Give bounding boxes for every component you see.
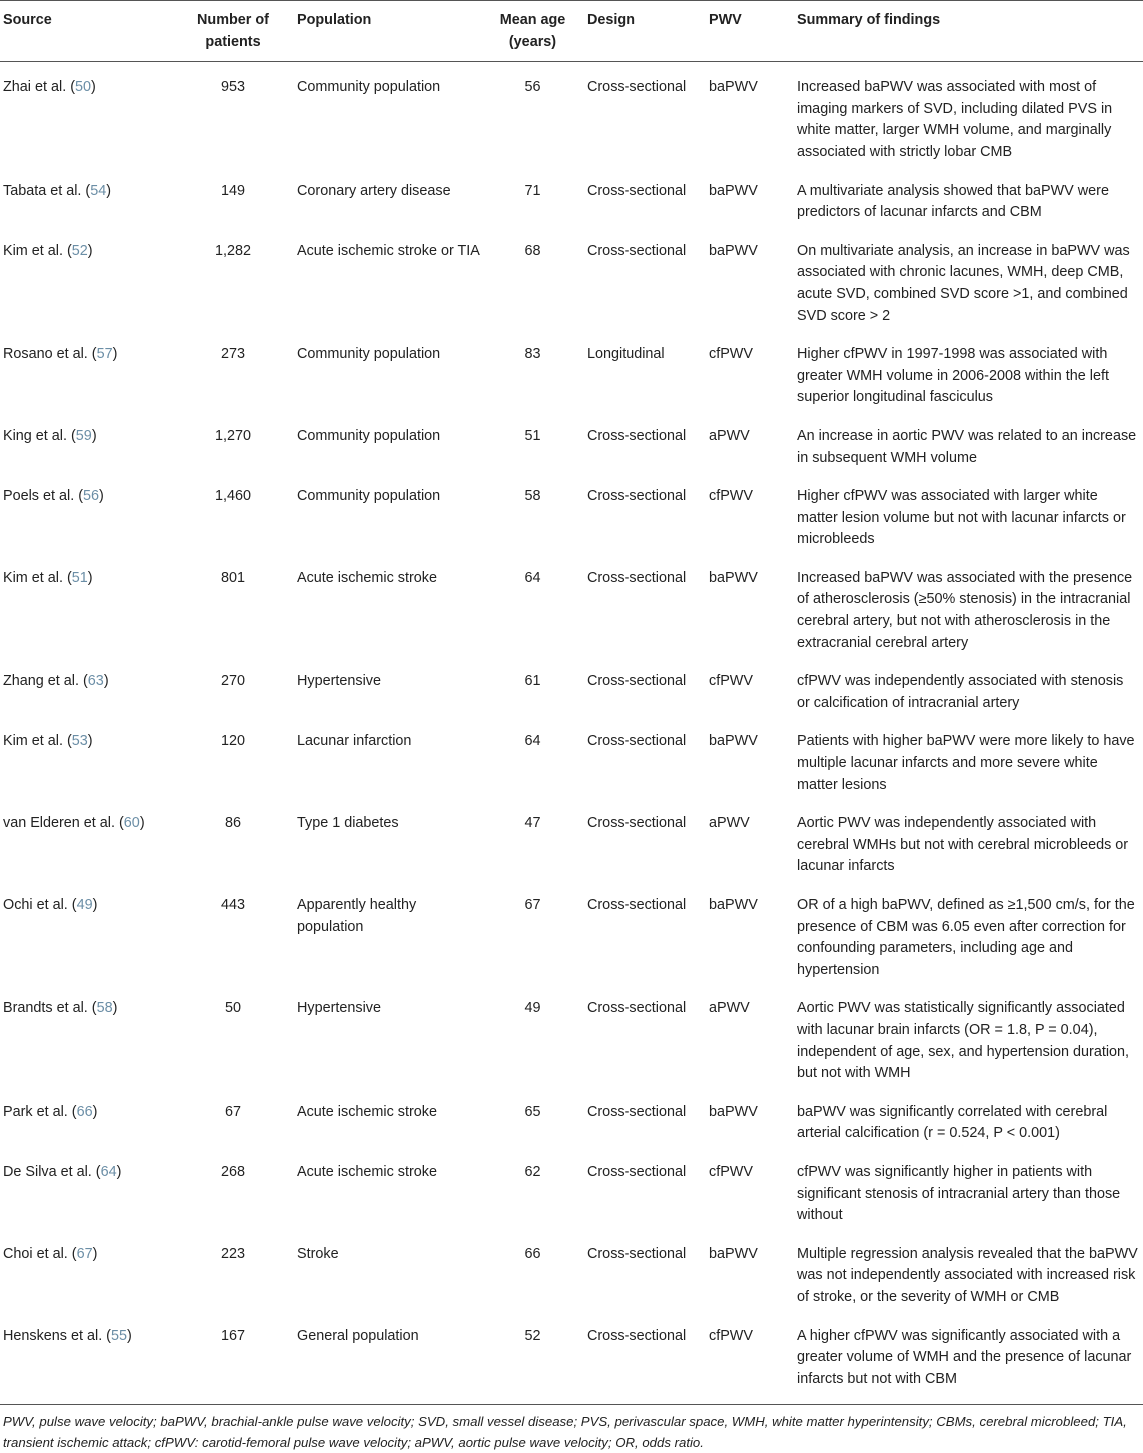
cell-source xyxy=(0,882,183,985)
cell-population: Type 1 diabetes xyxy=(297,815,399,832)
source-close-paren: ) xyxy=(92,1103,98,1120)
reference-link[interactable]: 50 xyxy=(74,79,91,96)
source-close-paren: ) xyxy=(116,1163,122,1180)
cell-design: Cross-sectional xyxy=(587,1000,687,1017)
cell-summary: cfPWV was independently associated with stenosis or calcification of intracranial artery xyxy=(797,673,1124,711)
source-close-paren: ) xyxy=(106,182,112,199)
cell-summary: On multivariate analysis, an increase in baPWV was associated with chronic lacunes, WMH, deep CMB, acute SVD, combined SVD score >1, and combined SVD score > 2 xyxy=(797,242,1130,324)
cell-age: 64 xyxy=(524,733,541,750)
source-author: Choi et al. ( xyxy=(3,1245,77,1262)
cell-summary: Patients with higher baPWV were more likely to have multiple lacunar infarcts and more severe white matter lesions xyxy=(797,733,1135,793)
cell-pwv: baPWV xyxy=(709,1103,758,1120)
cell-source xyxy=(0,413,183,473)
cell-patients: 120 xyxy=(220,733,245,750)
table-row xyxy=(0,1313,1143,1405)
cell-patients: 67 xyxy=(224,1103,241,1120)
cell-summary: Aortic PWV was independently associated with cerebral WMHs but not with cerebral microbleeds or lacunar infarcts xyxy=(797,815,1129,875)
table-body xyxy=(0,62,1143,1405)
cell-source xyxy=(0,658,183,718)
cell-age: 58 xyxy=(524,488,541,505)
source-author: Tabata et al. ( xyxy=(3,182,91,199)
cell-patients: 167 xyxy=(220,1327,245,1344)
cell-pwv: cfPWV xyxy=(709,488,753,505)
table-row xyxy=(0,331,1143,413)
cell-population: Stroke xyxy=(297,1245,339,1262)
cell-summary: Higher cfPWV was associated with larger white matter lesion volume but not with lacunar infarcts or microbleeds xyxy=(797,488,1126,548)
cell-design: Cross-sectional xyxy=(587,1103,687,1120)
cell-population: Community population xyxy=(297,488,441,505)
table-row xyxy=(0,800,1143,882)
cell-summary: Multiple regression analysis revealed that the baPWV was not independently associated with increased risk of stroke, or the severity of WMH or CMB xyxy=(797,1245,1138,1305)
cell-population: General population xyxy=(297,1327,419,1344)
cell-source xyxy=(0,555,183,658)
cell-age: 62 xyxy=(524,1163,541,1180)
cell-patients: 953 xyxy=(220,79,245,96)
cell-patients: 86 xyxy=(224,815,241,832)
source-close-paren: ) xyxy=(112,1000,118,1017)
header-summary: Summary of findings xyxy=(797,12,941,28)
header-population: Population xyxy=(297,12,372,28)
cell-design: Longitudinal xyxy=(587,346,665,363)
cell-pwv: baPWV xyxy=(709,182,758,199)
table-row xyxy=(0,555,1143,658)
header-pwv: PWV xyxy=(709,12,742,28)
table-row xyxy=(0,473,1143,555)
source-close-paren: ) xyxy=(91,79,96,96)
cell-age: 83 xyxy=(524,346,541,363)
cell-design: Cross-sectional xyxy=(587,242,687,259)
cell-patients: 270 xyxy=(220,673,245,690)
cell-design: Cross-sectional xyxy=(587,427,687,444)
table-row xyxy=(0,985,1143,1088)
cell-pwv: cfPWV xyxy=(709,673,753,690)
cell-source xyxy=(0,62,183,168)
cell-pwv: baPWV xyxy=(709,242,758,259)
source-author: Park et al. ( xyxy=(3,1103,77,1120)
cell-source xyxy=(0,718,183,800)
cell-patients: 1,460 xyxy=(214,488,251,505)
source-author: De Silva et al. ( xyxy=(3,1163,101,1180)
reference-link[interactable]: 57 xyxy=(96,346,113,363)
cell-summary: Increased baPWV was associated with the presence of atherosclerosis (≥50% stenosis) in the intracranial cerebral artery, but not with atherosclerosis in the extracranial cerebral artery xyxy=(797,569,1133,651)
cell-source xyxy=(0,1149,183,1231)
reference-link[interactable]: 53 xyxy=(71,733,88,750)
cell-population: Community population xyxy=(297,346,441,363)
table-header xyxy=(0,1,1143,62)
cell-patients: 273 xyxy=(220,346,245,363)
cell-pwv: baPWV xyxy=(709,79,758,96)
reference-link[interactable]: 59 xyxy=(75,427,92,444)
cell-age: 52 xyxy=(524,1327,541,1344)
cell-patients: 223 xyxy=(220,1245,245,1262)
reference-link[interactable]: 51 xyxy=(71,569,88,586)
cell-age: 51 xyxy=(524,427,541,444)
reference-link[interactable]: 66 xyxy=(76,1103,93,1120)
source-author: Rosano et al. ( xyxy=(3,346,97,363)
cell-population: Community population xyxy=(297,79,441,96)
source-close-paren: ) xyxy=(139,815,145,832)
cell-design: Cross-sectional xyxy=(587,79,687,96)
header-patients: Number of patients xyxy=(197,12,269,50)
table-row xyxy=(0,882,1143,985)
cell-design: Cross-sectional xyxy=(587,1327,687,1344)
reference-link[interactable]: 64 xyxy=(100,1163,117,1180)
source-author: Zhang et al. ( xyxy=(3,673,88,690)
cell-source xyxy=(0,985,183,1088)
cell-patients: 801 xyxy=(220,569,245,586)
cell-age: 61 xyxy=(524,673,541,690)
table-row xyxy=(0,718,1143,800)
table-row xyxy=(0,1231,1143,1313)
cell-summary: An increase in aortic PWV was related to an increase in subsequent WMH volume xyxy=(797,427,1137,466)
cell-age: 64 xyxy=(524,569,541,586)
cell-age: 68 xyxy=(524,242,541,259)
cell-population: Acute ischemic stroke xyxy=(297,569,437,586)
header-age: Mean age (years) xyxy=(499,12,566,50)
reference-link[interactable]: 56 xyxy=(83,488,100,505)
cell-patients: 1,270 xyxy=(214,427,251,444)
cell-pwv: aPWV xyxy=(709,1000,750,1017)
cell-population: Hypertensive xyxy=(297,1000,381,1017)
cell-design: Cross-sectional xyxy=(587,1163,687,1180)
source-author: van Elderen et al. ( xyxy=(3,815,124,832)
cell-age: 49 xyxy=(524,1000,541,1017)
cell-source xyxy=(0,331,183,413)
table-row xyxy=(0,1149,1143,1231)
cell-pwv: baPWV xyxy=(709,733,758,750)
source-author: Kim et al. ( xyxy=(3,242,72,259)
cell-design: Cross-sectional xyxy=(587,182,687,199)
source-close-paren: ) xyxy=(103,673,109,690)
table-row xyxy=(0,228,1143,331)
table-row xyxy=(0,413,1143,473)
reference-link[interactable]: 55 xyxy=(110,1327,127,1344)
table-row xyxy=(0,168,1143,228)
reference-link[interactable]: 58 xyxy=(96,1000,113,1017)
cell-population: Lacunar infarction xyxy=(297,733,412,750)
reference-link[interactable]: 54 xyxy=(90,182,107,199)
cell-pwv: baPWV xyxy=(709,1245,758,1262)
cell-population: Coronary artery disease xyxy=(297,182,451,199)
reference-link[interactable]: 49 xyxy=(76,897,93,913)
cell-source xyxy=(0,1231,183,1313)
cell-age: 67 xyxy=(524,897,541,913)
reference-link[interactable]: 67 xyxy=(76,1245,93,1262)
source-close-paren: ) xyxy=(92,897,98,913)
cell-design: Cross-sectional xyxy=(587,488,687,505)
source-close-paren: ) xyxy=(91,427,97,444)
cell-pwv: cfPWV xyxy=(709,346,753,363)
cell-summary: Aortic PWV was statistically significantly associated with lacunar brain infarcts (OR = 1.8, P = 0.04), independent of age, sex, and hypertension duration, but not with WMH xyxy=(797,1000,1130,1082)
cell-design: Cross-sectional xyxy=(587,1245,687,1262)
cell-patients: 443 xyxy=(220,897,245,913)
cell-population: Acute ischemic stroke xyxy=(297,1163,437,1180)
cell-age: 47 xyxy=(524,815,541,832)
cell-age: 56 xyxy=(524,79,541,96)
source-author: Zhai et al. ( xyxy=(3,79,75,96)
source-close-paren: ) xyxy=(112,346,118,363)
cell-design: Cross-sectional xyxy=(587,897,687,913)
cell-pwv: aPWV xyxy=(709,427,750,444)
cell-summary: OR of a high baPWV, defined as ≥1,500 cm/s, for the presence of CBM was 6.05 even after correction for confounding parameters, including age and hypertension xyxy=(797,897,1135,978)
cell-source xyxy=(0,228,183,331)
header-source: Source xyxy=(3,12,52,28)
cell-summary: Higher cfPWV in 1997-1998 was associated with greater WMH volume in 2006-2008 within the left superior longitudinal fasciculus xyxy=(797,346,1109,406)
cell-pwv: baPWV xyxy=(709,897,758,913)
cell-design: Cross-sectional xyxy=(587,673,687,690)
source-author: King et al. ( xyxy=(3,427,76,444)
cell-patients: 1,282 xyxy=(214,242,251,259)
cell-population: Apparently healthy population xyxy=(297,897,417,935)
table-row xyxy=(0,62,1143,168)
source-close-paren: ) xyxy=(87,569,93,586)
table-row xyxy=(0,658,1143,718)
cell-population: Acute ischemic stroke or TIA xyxy=(297,242,480,259)
header-design: Design xyxy=(587,12,635,28)
reference-link[interactable]: 63 xyxy=(87,673,104,690)
reference-link[interactable]: 60 xyxy=(123,815,140,832)
source-author: Kim et al. ( xyxy=(3,733,72,750)
source-author: Henskens et al. ( xyxy=(3,1327,111,1344)
cell-patients: 50 xyxy=(224,1000,241,1017)
source-close-paren: ) xyxy=(87,733,93,750)
source-author: Brandts et al. ( xyxy=(3,1000,97,1017)
cell-design: Cross-sectional xyxy=(587,569,687,586)
cell-population: Community population xyxy=(297,427,441,444)
cell-source xyxy=(0,800,183,882)
source-close-paren: ) xyxy=(99,488,104,505)
cell-design: Cross-sectional xyxy=(587,815,687,832)
cell-age: 66 xyxy=(524,1245,541,1262)
cell-source xyxy=(0,473,183,555)
source-close-paren: ) xyxy=(87,242,93,259)
source-close-paren: ) xyxy=(127,1327,132,1344)
cell-age: 71 xyxy=(524,182,541,199)
cell-pwv: cfPWV xyxy=(709,1327,753,1344)
table-row xyxy=(0,1089,1143,1149)
cell-summary: A multivariate analysis showed that baPWV were predictors of lacunar infarcts and CBM xyxy=(797,182,1109,221)
cell-pwv: cfPWV xyxy=(709,1163,753,1180)
cell-age: 65 xyxy=(524,1103,541,1120)
cell-source xyxy=(0,1089,183,1149)
source-close-paren: ) xyxy=(92,1245,98,1262)
source-author: Poels et al. ( xyxy=(3,488,83,505)
cell-population: Hypertensive xyxy=(297,673,381,690)
cell-pwv: baPWV xyxy=(709,569,758,586)
cell-patients: 268 xyxy=(220,1163,245,1180)
table-footnote: PWV, pulse wave velocity; baPWV, brachial-ankle pulse wave velocity; SVD, small vessel disease; PVS, perivascular space, WMH, white matter hyperintensity; CBMs, cerebral microbleed; TIA, transient ischemic attack; cfPWV: carotid-femoral pulse wave velocity; aPWV, aortic pulse wave velocity; OR, odds ratio. xyxy=(3,1414,1127,1451)
source-author: Ochi et al. ( xyxy=(3,897,77,913)
cell-summary: A higher cfPWV was significantly associated with a greater volume of WMH and the presence of lacunar infarcts but not with CBM xyxy=(797,1327,1132,1387)
cell-summary: Increased baPWV was associated with most of imaging markers of SVD, including dilated PVS in white matter, larger WMH volume, and marginally associated with strictly lobar CMB xyxy=(797,79,1113,160)
cell-source xyxy=(0,168,183,228)
cell-pwv: aPWV xyxy=(709,815,750,832)
source-author: Kim et al. ( xyxy=(3,569,72,586)
cell-source xyxy=(0,1313,183,1405)
cell-patients: 149 xyxy=(220,182,245,199)
reference-link[interactable]: 52 xyxy=(71,242,88,259)
cell-summary: baPWV was significantly correlated with cerebral arterial calcification (r = 0.524, P < 0.001) xyxy=(797,1103,1108,1142)
cell-design: Cross-sectional xyxy=(587,733,687,750)
cell-summary: cfPWV was significantly higher in patients with significant stenosis of intracranial artery than those without xyxy=(797,1163,1121,1224)
cell-population: Acute ischemic stroke xyxy=(297,1103,437,1120)
